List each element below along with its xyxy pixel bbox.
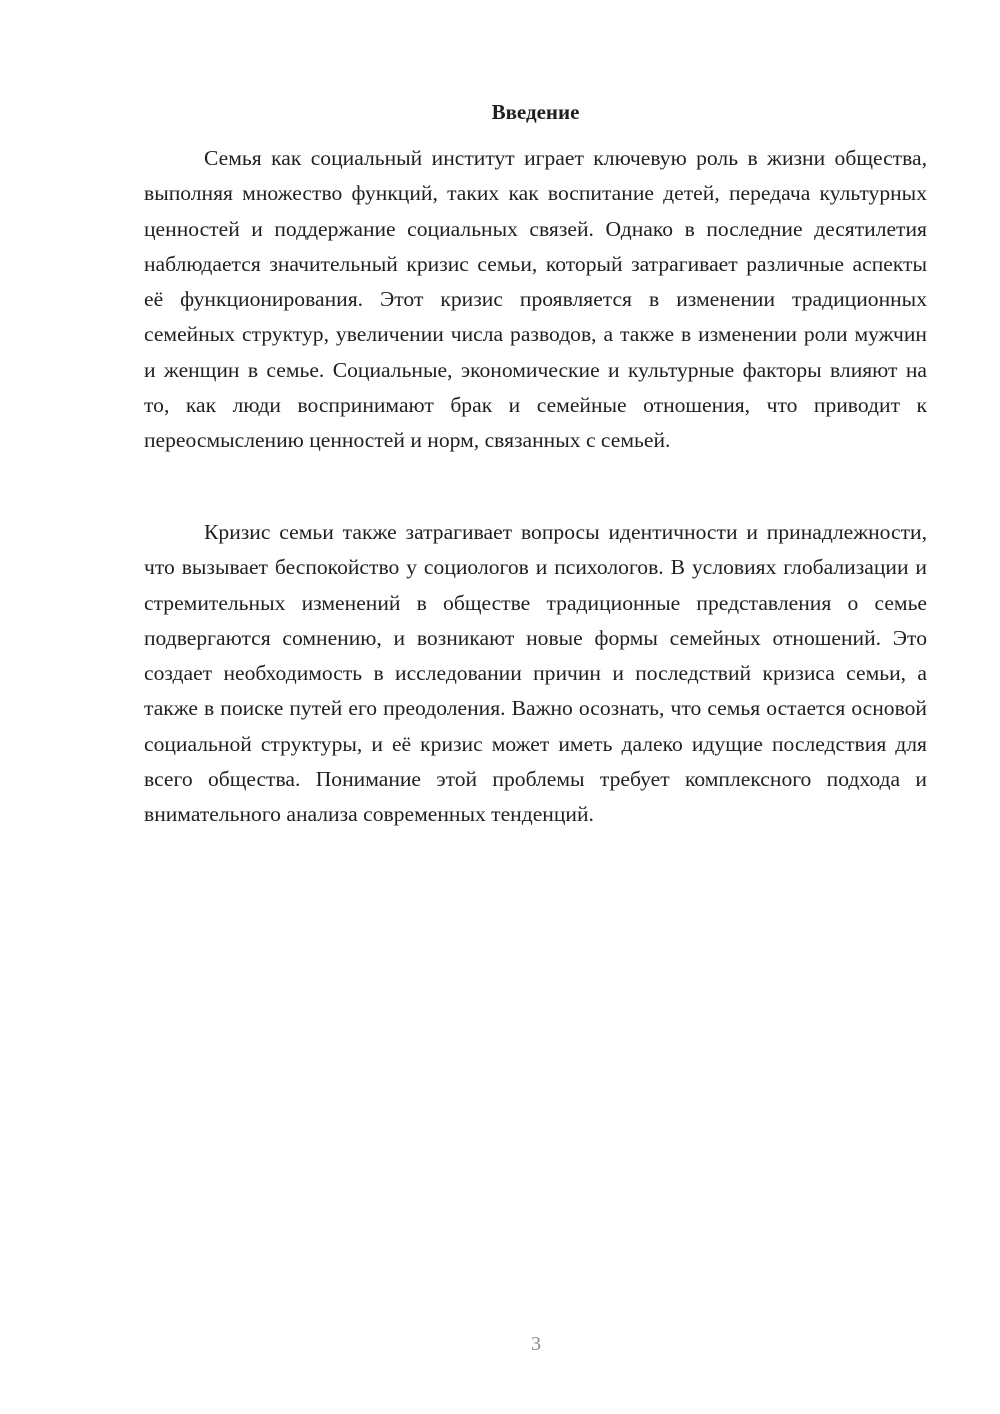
- paragraph-2: Кризис семьи также затрагивает вопросы идентичности и принадлежности, что вызывает беспокойство у социологов и психологов. В условиях глобализации и стремительных изменений в обществе традиционные представления о семье подвергаются сомнению, и возникают новые формы семейных отношений. Это создает необходимость в исследовании причин и последствий кризиса семьи, а также в поиске путей его преодоления. Важно осознать, что семья остается основой социальной структуры, и её кризис может иметь далеко идущие последствия для всего общества. Понимание этой проблемы требует комплексного подхода и внимательного анализа современных тенденций.: [144, 520, 927, 827]
- page-number: 3: [531, 1333, 541, 1355]
- section-title: Введение: [491, 100, 580, 124]
- paragraph-1: Семья как социальный институт играет ключевую роль в жизни общества, выполняя множество функций, таких как воспитание детей, передача культурных ценностей и поддержание социальных связей. Однако в последние десятилетия наблюдается значительный кризис семьи, который затрагивает различные аспекты её функционирования. Этот кризис проявляется в изменении традиционных семейных структур, увеличении числа разводов, а также в изменении роли мужчин и женщин в семье. Социальные, экономические и культурные факторы влияют на то, как люди воспринимают брак и семейные отношения, что приводит к переосмыслению ценностей и норм, связанных с семьей.: [144, 146, 927, 453]
